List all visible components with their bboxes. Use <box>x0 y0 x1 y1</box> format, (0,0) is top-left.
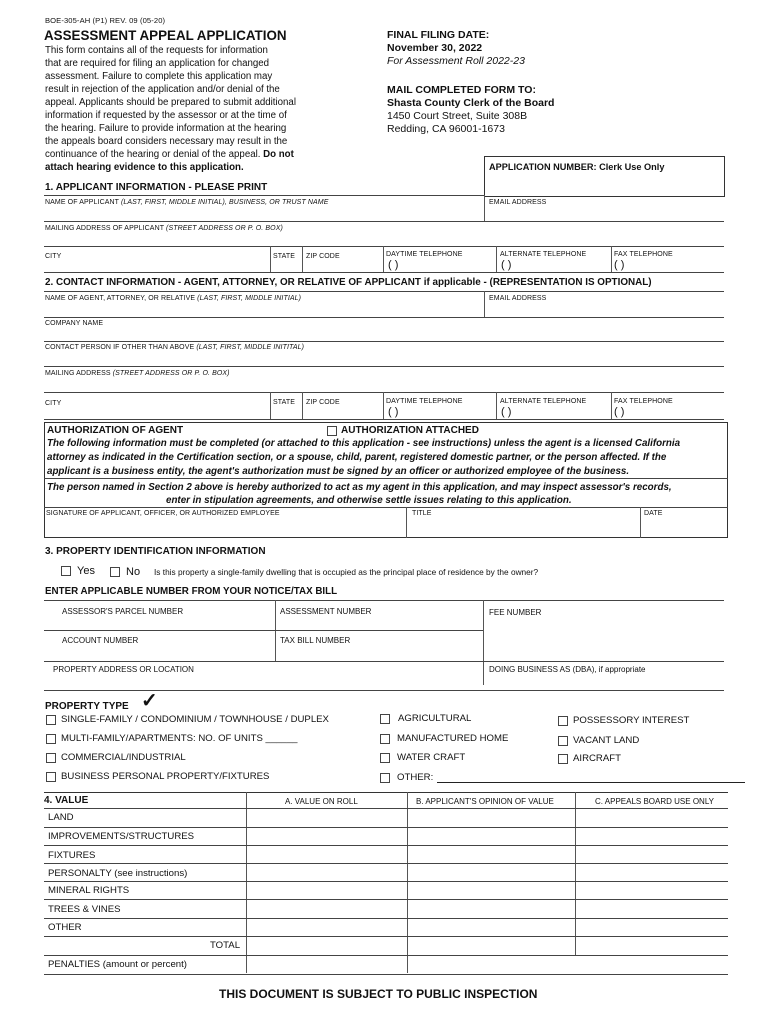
applicant-name-field[interactable]: NAME OF APPLICANT (LAST, FIRST, MIDDLE INITIAL), BUSINESS, OR TRUST NAME <box>45 199 329 206</box>
row-mineral-rights: MINERAL RIGHTS <box>48 885 130 896</box>
fee-number-field[interactable]: FEE NUMBER <box>489 608 542 617</box>
authorization-attached-checkbox[interactable] <box>327 426 337 436</box>
agent-day-phone-field[interactable]: DAYTIME TELEPHONE <box>386 398 463 405</box>
yes-label: Yes <box>77 565 95 577</box>
agent-fax-field[interactable]: FAX TELEPHONE <box>614 398 673 405</box>
applicant-alt-phone-field[interactable]: ALTERNATE TELEPHONE <box>500 251 587 258</box>
possessory-interest-checkbox[interactable] <box>558 716 568 726</box>
other-checkbox[interactable] <box>380 773 390 783</box>
mail-street: 1450 Court Street, Suite 308B <box>387 110 528 122</box>
owner-occupied-question: Is this property a single-family dwelling that is occupied as the principal place of residence by the owner? <box>154 567 539 577</box>
page-title: ASSESSMENT APPEAL APPLICATION <box>44 28 287 43</box>
authorization-text-1: The following information must be completed (or attached to this application - see instructions) unless the agent is a licensed California <box>47 438 681 449</box>
applicant-zip-field[interactable]: ZIP CODE <box>306 253 340 260</box>
date-field[interactable]: DATE <box>644 510 663 517</box>
applicant-alt-phone-parens: ( ) <box>501 259 512 271</box>
row-trees-vines: TREES & VINES <box>48 904 121 915</box>
multi-family-checkbox[interactable] <box>46 734 56 744</box>
application-number-label: APPLICATION NUMBER: Clerk Use Only <box>489 162 665 172</box>
account-number-field[interactable]: ACCOUNT NUMBER <box>62 636 139 645</box>
filing-date-label: FINAL FILING DATE: <box>387 29 490 41</box>
col-appeals-board: C. APPEALS BOARD USE ONLY <box>595 797 715 806</box>
title-field[interactable]: TITLE <box>412 510 432 517</box>
row-personalty: PERSONALTY (see instructions) <box>48 868 188 879</box>
enter-number-heading: ENTER APPLICABLE NUMBER FROM YOUR NOTICE/TAX BILL <box>45 586 338 597</box>
agent-city-field[interactable]: CITY <box>45 400 62 407</box>
section4-title: 4. VALUE <box>44 795 89 806</box>
assessment-number-field[interactable]: ASSESSMENT NUMBER <box>280 607 372 616</box>
authorization-attached-label: AUTHORIZATION ATTACHED <box>341 425 479 436</box>
aircraft-label: AIRCRAFT <box>573 753 621 764</box>
tax-bill-number-field[interactable]: TAX BILL NUMBER <box>280 636 351 645</box>
row-total: TOTAL <box>210 940 241 951</box>
value-table <box>44 792 728 975</box>
water-craft-checkbox[interactable] <box>380 753 390 763</box>
possessory-interest-label: POSSESSORY INTEREST <box>573 715 690 726</box>
agent-name-field[interactable]: NAME OF AGENT, ATTORNEY, OR RELATIVE (LAST, FIRST, MIDDLE INITIAL) <box>45 295 302 302</box>
assessment-roll: For Assessment Roll 2022-23 <box>387 55 525 67</box>
applicant-mailing-field[interactable]: MAILING ADDRESS OF APPLICANT (STREET ADDRESS OR P. O. BOX) <box>45 225 283 232</box>
signature-field[interactable]: SIGNATURE OF APPLICANT, OFFICER, OR AUTHORIZED EMPLOYEE <box>46 510 280 517</box>
authorization-text-2: attorney as indicated in the Certification section, or a spouse, child, parent, registered domestic partner, or the person affected. If the <box>47 452 667 463</box>
applicant-city-field[interactable]: CITY <box>45 253 62 260</box>
aircraft-checkbox[interactable] <box>558 754 568 764</box>
water-craft-label: WATER CRAFT <box>397 752 466 763</box>
agricultural-label: AGRICULTURAL <box>398 713 472 724</box>
section2-title: 2. CONTACT INFORMATION - AGENT, ATTORNEY, OR RELATIVE OF APPLICANT if applicable - (REPRESENTATION IS OPTIONAL) <box>45 277 652 288</box>
form-code: BOE-305-AH (P1) REV. 09 (05-20) <box>45 16 166 25</box>
agent-state-field[interactable]: STATE <box>273 399 296 406</box>
col-applicant-opinion: B. APPLICANT'S OPINION OF VALUE <box>416 797 554 806</box>
applicant-email-field[interactable]: EMAIL ADDRESS <box>489 199 547 206</box>
footer-notice: THIS DOCUMENT IS SUBJECT TO PUBLIC INSPECTION <box>219 987 538 1001</box>
business-personal-label: BUSINESS PERSONAL PROPERTY/FIXTURES <box>61 771 270 782</box>
authorization-statement-1: The person named in Section 2 above is hereby authorized to act as my agent in this application, and may inspect assessor's records, <box>47 482 672 493</box>
agent-zip-field[interactable]: ZIP CODE <box>306 399 340 406</box>
agent-email-field[interactable]: EMAIL ADDRESS <box>489 295 547 302</box>
application-number-box[interactable] <box>484 156 725 197</box>
contact-person-field[interactable]: CONTACT PERSON IF OTHER THAN ABOVE (LAST, FIRST, MIDDLE INITITAL) <box>45 344 305 351</box>
mail-city: Redding, CA 96001-1673 <box>387 123 505 135</box>
row-penalties: PENALTIES (amount or percent) <box>48 959 187 970</box>
applicant-state-field[interactable]: STATE <box>273 253 296 260</box>
applicant-fax-field[interactable]: FAX TELEPHONE <box>614 251 673 258</box>
check-mark-icon: ✓ <box>141 690 158 712</box>
single-family-checkbox[interactable] <box>46 715 56 725</box>
business-personal-checkbox[interactable] <box>46 772 56 782</box>
commercial-checkbox[interactable] <box>46 753 56 763</box>
no-label: No <box>126 566 141 578</box>
parcel-number-field[interactable]: ASSESSOR'S PARCEL NUMBER <box>62 607 184 616</box>
authorization-statement-2: enter in stipulation agreements, and otherwise settle issues relating to this application. <box>166 495 572 506</box>
mail-label: MAIL COMPLETED FORM TO: <box>387 84 536 96</box>
row-other: OTHER <box>48 922 82 933</box>
no-checkbox[interactable] <box>110 567 120 577</box>
agent-alt-phone-parens: ( ) <box>501 406 512 418</box>
section1-title: 1. APPLICANT INFORMATION - PLEASE PRINT <box>45 182 268 193</box>
agent-day-phone-parens: ( ) <box>388 406 399 418</box>
authorization-title: AUTHORIZATION OF AGENT <box>47 425 184 436</box>
row-land: LAND <box>48 812 74 823</box>
row-improvements: IMPROVEMENTS/STRUCTURES <box>48 831 195 842</box>
dba-field[interactable]: DOING BUSINESS AS (DBA), if appropriate <box>489 665 646 674</box>
vacant-land-checkbox[interactable] <box>558 736 568 746</box>
filing-date: November 30, 2022 <box>387 42 483 54</box>
vacant-land-label: VACANT LAND <box>573 735 640 746</box>
row-fixtures: FIXTURES <box>48 850 96 861</box>
other-line[interactable] <box>437 782 745 783</box>
agricultural-checkbox[interactable] <box>380 714 390 724</box>
manufactured-home-checkbox[interactable] <box>380 734 390 744</box>
agent-mailing-field[interactable]: MAILING ADDRESS (STREET ADDRESS OR P. O. BOX) <box>45 370 230 377</box>
multi-family-label: MULTI-FAMILY/APARTMENTS: NO. OF UNITS ______ <box>61 733 298 744</box>
property-type-title: PROPERTY TYPE <box>45 701 129 712</box>
yes-checkbox[interactable] <box>61 566 71 576</box>
agent-fax-parens: ( ) <box>614 406 625 418</box>
section3-title: 3. PROPERTY IDENTIFICATION INFORMATION <box>45 546 266 557</box>
single-family-label: SINGLE-FAMILY / CONDOMINIUM / TOWNHOUSE / DUPLEX <box>61 714 329 725</box>
property-address-field[interactable]: PROPERTY ADDRESS OR LOCATION <box>53 665 194 674</box>
applicant-fax-parens: ( ) <box>614 259 625 271</box>
other-label: OTHER: <box>397 772 434 783</box>
commercial-label: COMMERCIAL/INDUSTRIAL <box>61 752 186 763</box>
agent-alt-phone-field[interactable]: ALTERNATE TELEPHONE <box>500 398 587 405</box>
mail-org: Shasta County Clerk of the Board <box>387 97 555 109</box>
company-name-field[interactable]: COMPANY NAME <box>45 320 104 327</box>
applicant-day-phone-parens: ( ) <box>388 259 399 271</box>
applicant-day-phone-field[interactable]: DAYTIME TELEPHONE <box>386 251 463 258</box>
manufactured-home-label: MANUFACTURED HOME <box>397 733 509 744</box>
col-value-on-roll: A. VALUE ON ROLL <box>285 797 358 806</box>
authorization-text-3: applicant is a business entity, the agent's authorization must be signed by an officer or authorized employee of the business. <box>47 466 630 477</box>
